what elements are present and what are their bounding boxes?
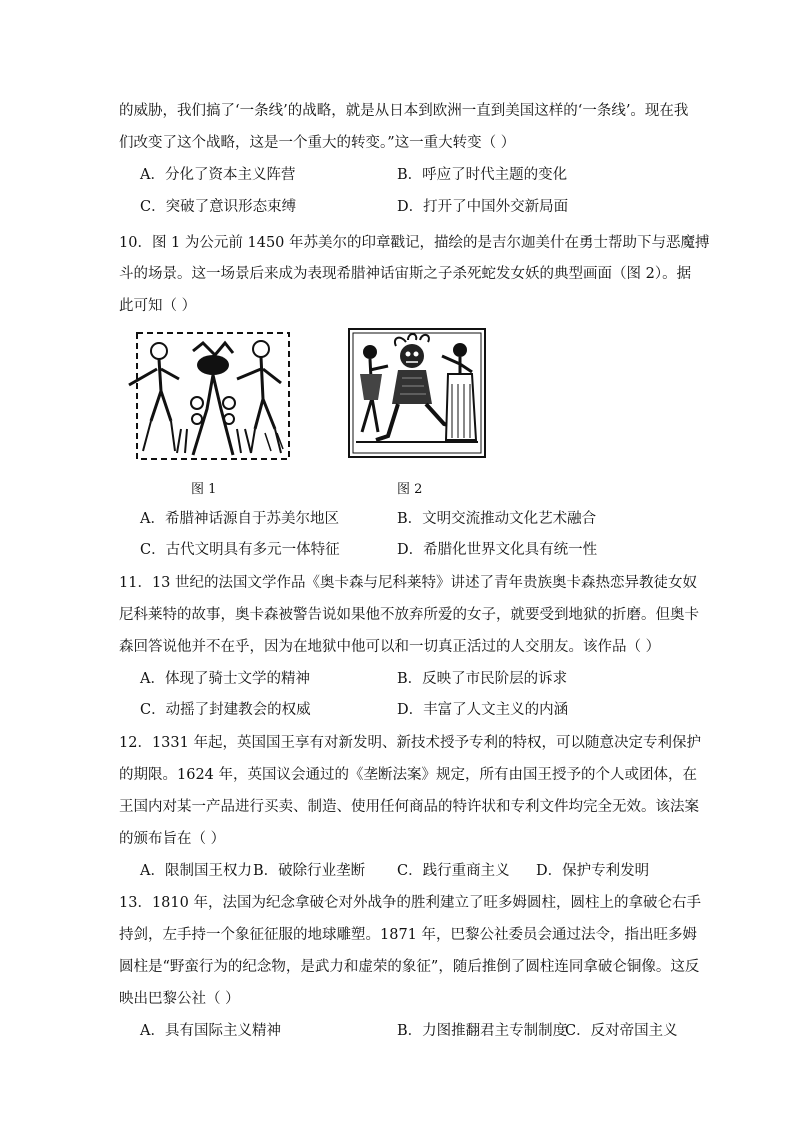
q13-option-c: C．反对帝国主义 (565, 1023, 678, 1039)
q12-text-line3: 王国内对某一产品进行买卖、制造、使用任何商品的特许状和专利文件均完全无效。该法案 (119, 799, 699, 815)
figure-1-caption: 图 1 (191, 482, 217, 497)
q10-option-b: B．文明交流推动文化艺术融合 (397, 511, 597, 527)
q13-text-line4: 映出巴黎公社（ ） (119, 991, 240, 1007)
q9-option-b: B．呼应了时代主题的变化 (397, 167, 568, 183)
q9-text-line1: 的威胁，我们搞了‘一条线’的战略，就是从日本到欧洲一直到美国这样的‘一条线’。现在我 (119, 103, 689, 119)
q12-option-b: B．破除行业垄断 (253, 863, 366, 879)
q12-option-a: A．限制国王权力 (140, 863, 252, 879)
figure-2-perseus-medusa-scene (347, 327, 487, 459)
figure-1-seal-impression (120, 328, 294, 466)
q11-option-c: C．动摇了封建教会的权威 (140, 702, 311, 718)
q11-option-d: D．丰富了人文主义的内涵 (397, 702, 569, 718)
q9-option-a: A．分化了资本主义阵营 (140, 167, 296, 183)
q12-text-line4: 的颁布旨在（ ） (119, 831, 226, 847)
q10-text-line3: 此可知（ ） (119, 298, 197, 314)
q11-option-a: A．体现了骑士文学的精神 (140, 671, 310, 687)
q9-text-line2: 们改变了这个战略，这是一个重大的转变。”这一重大转变（ ） (119, 135, 516, 151)
q10-option-d: D．希腊化世界文化具有统一性 (397, 542, 598, 558)
q11-option-b: B．反映了市民阶层的诉求 (397, 671, 568, 687)
q11-text-line2: 尼科莱特的故事，奥卡森被警告说如果他不放弃所爱的女子，就要受到地狱的折磨。但奥卡 (119, 607, 699, 623)
q9-option-c: C．突破了意识形态束缚 (140, 199, 297, 215)
q12-text-line1: 12．1331 年起，英国国王享有对新发明、新技术授予专利的特权，可以随意决定专利保护 (119, 735, 701, 751)
figure-2-caption: 图 2 (397, 482, 423, 497)
q10-option-c: C．古代文明具有多元一体特征 (140, 542, 340, 558)
q12-option-c: C．践行重商主义 (397, 863, 510, 879)
q12-text-line2: 的期限。1624 年，英国议会通过的《垄断法案》规定，所有由国王授予的个人或团体，在 (119, 767, 698, 783)
q13-text-line1: 13．1810 年，法国为纪念拿破仑对外战争的胜利建立了旺多姆圆柱，圆柱上的拿破仑右手 (119, 895, 701, 911)
q13-text-line2: 持剑，左手持一个象征征服的地球雕塑。1871 年，巴黎公社委员会通过法令，指出旺多姆 (119, 927, 698, 943)
q10-option-a: A．希腊神话源自于苏美尔地区 (140, 511, 339, 527)
q13-option-a: A．具有国际主义精神 (140, 1023, 281, 1039)
q13-text-line3: 圆柱是“野蛮行为的纪念物，是武力和虚荣的象征”，随后推倒了圆柱连同拿破仑铜像。这反 (119, 959, 700, 975)
q10-text-line2: 斗的场景。这一场景后来成为表现希腊神话宙斯之子杀死蛇发女妖的典型画面（图 2）。据 (119, 266, 692, 282)
q13-option-b: B．力图推翻君主专制制度 (397, 1023, 568, 1039)
q11-text-line3: 森回答说他并不在乎，因为在地狱中他可以和一切真正活过的人交朋友。该作品（ ） (119, 639, 661, 655)
q11-text-line1: 11．13 世纪的法国文学作品《奥卡森与尼科莱特》讲述了青年贵族奥卡森热恋异教徒女奴 (119, 575, 698, 591)
q12-option-d: D．保护专利发明 (536, 863, 650, 879)
q10-text-line1: 10．图 1 为公元前 1450 年苏美尔的印章戳记，描绘的是吉尔迦美什在勇士帮助下与恶魔搏 (119, 235, 710, 251)
q9-option-d: D．打开了中国外交新局面 (397, 199, 569, 215)
